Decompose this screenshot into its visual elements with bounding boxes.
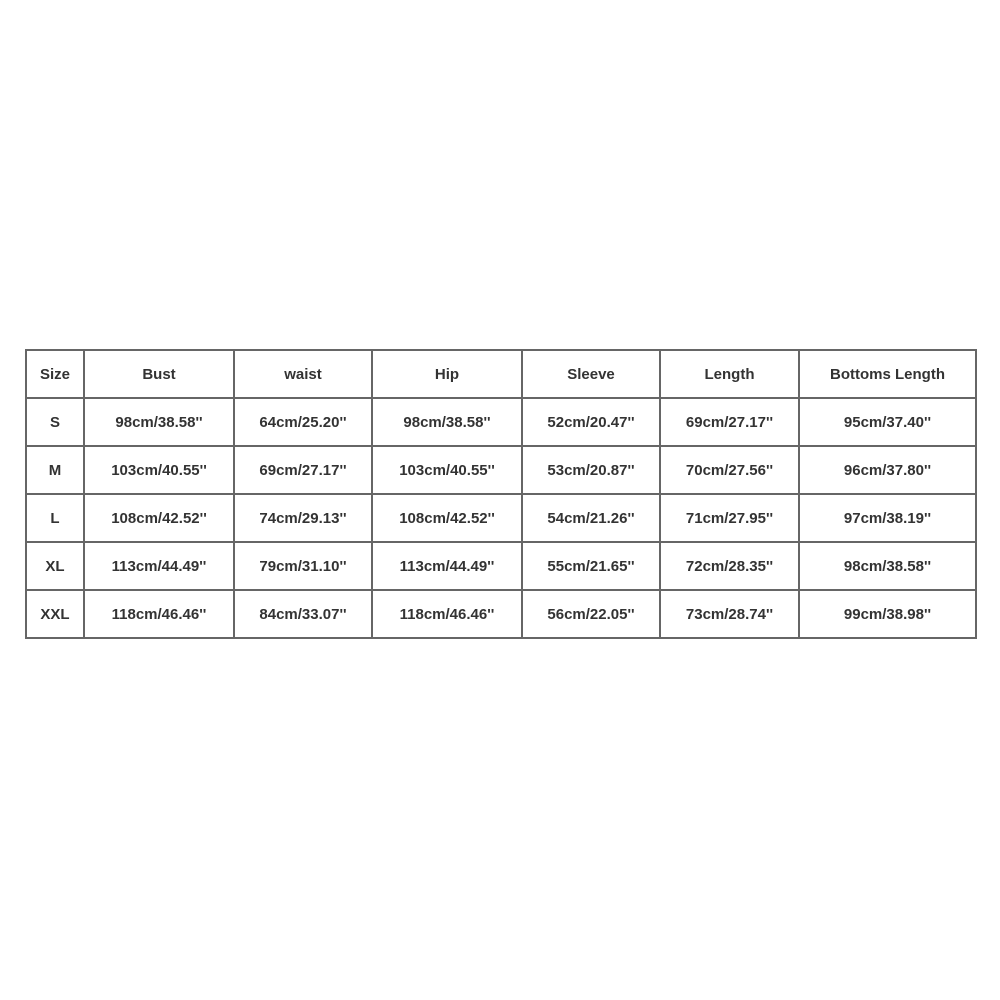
length-cell: 73cm/28.74'' xyxy=(660,590,799,638)
hip-cell: 98cm/38.58'' xyxy=(372,398,522,446)
bust-cell: 103cm/40.55'' xyxy=(84,446,234,494)
sleeve-cell: 52cm/20.47'' xyxy=(522,398,660,446)
hip-cell: 108cm/42.52'' xyxy=(372,494,522,542)
waist-cell: 84cm/33.07'' xyxy=(234,590,372,638)
hip-cell: 103cm/40.55'' xyxy=(372,446,522,494)
length-cell: 70cm/27.56'' xyxy=(660,446,799,494)
header-waist: waist xyxy=(234,350,372,398)
size-cell: XL xyxy=(26,542,84,590)
bottoms-length-cell: 96cm/37.80'' xyxy=(799,446,976,494)
header-row xyxy=(26,350,976,398)
header-hip: Hip xyxy=(372,350,522,398)
header-sleeve: Sleeve xyxy=(522,350,660,398)
size-chart-table xyxy=(25,349,977,639)
table-row xyxy=(26,446,976,494)
bust-cell: 113cm/44.49'' xyxy=(84,542,234,590)
table-row xyxy=(26,398,976,446)
header-bust: Bust xyxy=(84,350,234,398)
header-length: Length xyxy=(660,350,799,398)
bottoms-length-cell: 97cm/38.19'' xyxy=(799,494,976,542)
table-row xyxy=(26,542,976,590)
sleeve-cell: 54cm/21.26'' xyxy=(522,494,660,542)
bottoms-length-cell: 95cm/37.40'' xyxy=(799,398,976,446)
waist-cell: 79cm/31.10'' xyxy=(234,542,372,590)
table-row xyxy=(26,590,976,638)
header-bottoms-length: Bottoms Length xyxy=(799,350,976,398)
waist-cell: 74cm/29.13'' xyxy=(234,494,372,542)
hip-cell: 118cm/46.46'' xyxy=(372,590,522,638)
size-cell: L xyxy=(26,494,84,542)
sleeve-cell: 53cm/20.87'' xyxy=(522,446,660,494)
bust-cell: 108cm/42.52'' xyxy=(84,494,234,542)
waist-cell: 64cm/25.20'' xyxy=(234,398,372,446)
header-size: Size xyxy=(26,350,84,398)
sleeve-cell: 56cm/22.05'' xyxy=(522,590,660,638)
table-row xyxy=(26,494,976,542)
size-cell: XXL xyxy=(26,590,84,638)
sleeve-cell: 55cm/21.65'' xyxy=(522,542,660,590)
size-cell: S xyxy=(26,398,84,446)
size-cell: M xyxy=(26,446,84,494)
bust-cell: 118cm/46.46'' xyxy=(84,590,234,638)
bust-cell: 98cm/38.58'' xyxy=(84,398,234,446)
bottoms-length-cell: 99cm/38.98'' xyxy=(799,590,976,638)
length-cell: 72cm/28.35'' xyxy=(660,542,799,590)
bottoms-length-cell: 98cm/38.58'' xyxy=(799,542,976,590)
length-cell: 69cm/27.17'' xyxy=(660,398,799,446)
length-cell: 71cm/27.95'' xyxy=(660,494,799,542)
hip-cell: 113cm/44.49'' xyxy=(372,542,522,590)
waist-cell: 69cm/27.17'' xyxy=(234,446,372,494)
